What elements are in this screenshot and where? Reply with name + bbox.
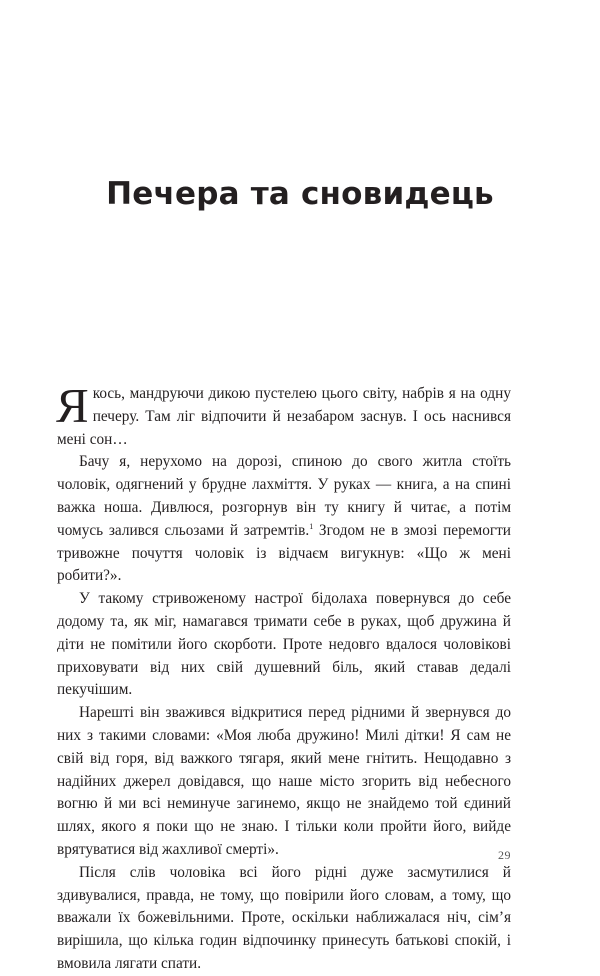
body-text xyxy=(56,378,511,976)
chapter-title: Печера та сновидець xyxy=(106,176,494,212)
paragraph-5: Після слів чоловіка всі його рідні дуже засмутилися й здивувалися, правда, не тому, що повірили його словам, а тому, що вважали їх божевільними. Проте, оскільки наближалася ніч, сім’я вирішила, що кілька годин відпочинку принесуть батькові спокій, і вмовила лягати спати. xyxy=(57,863,511,972)
paragraph-3: У такому стривоженому настрої бідолаха повернувся до себе додому та, як міг, намагався тримати себе в руках, щоб дружина й діти не помітили його скорботи. Проте недовго вдалося чоловікові приховувати від них свій душевний біль, який ставав дедалі пекучішим. xyxy=(57,590,511,699)
drop-cap: Я xyxy=(56,378,89,433)
footnote-mark[interactable]: 1 xyxy=(309,521,314,531)
paragraph-1 xyxy=(56,378,511,451)
paragraph-4: Нарешті він зважився відкритися перед рідними й звернувся до них з такими словами: «Моя люба дружино! Милі дітки! Я сам не свій від горя, від важкого тягаря, який мене гнітить. Нещодавно з надійних джерел довідався, що наше місто згорить від небесного вогню й ми всі неминуче загинемо, якщо не знайдемо той єдиний шлях, якого я поки що не знаю. І тільки коли пройти його, вийде врятуватися від жахливої смерті». xyxy=(57,704,511,858)
paragraph-1-text: кось, мандруючи дикою пустелею цього світу, набрів я на одну печеру. Там ліг відпочити й незабаром заснув. І ось наснився мені сон… xyxy=(57,385,511,448)
paragraph-2-text-b: Згодом не в змозі перемогти тривожне почуття чоловік із відчаєм вигукнув: «Що ж мені робити?». xyxy=(57,521,511,585)
paragraph-2 xyxy=(57,451,511,588)
paragraph-2-text-a: Бачу я, нерухомо на дорозі, спиною до свого житла стоїть чоловік, одягнений у брудне лахміття. У руках — книга, а на спині важка ноша. Дивлюся, розгорнув він ту книгу й читає, а потім чомусь залився сльозами й затремтів. xyxy=(57,453,511,539)
page-number: 29 xyxy=(498,848,511,862)
